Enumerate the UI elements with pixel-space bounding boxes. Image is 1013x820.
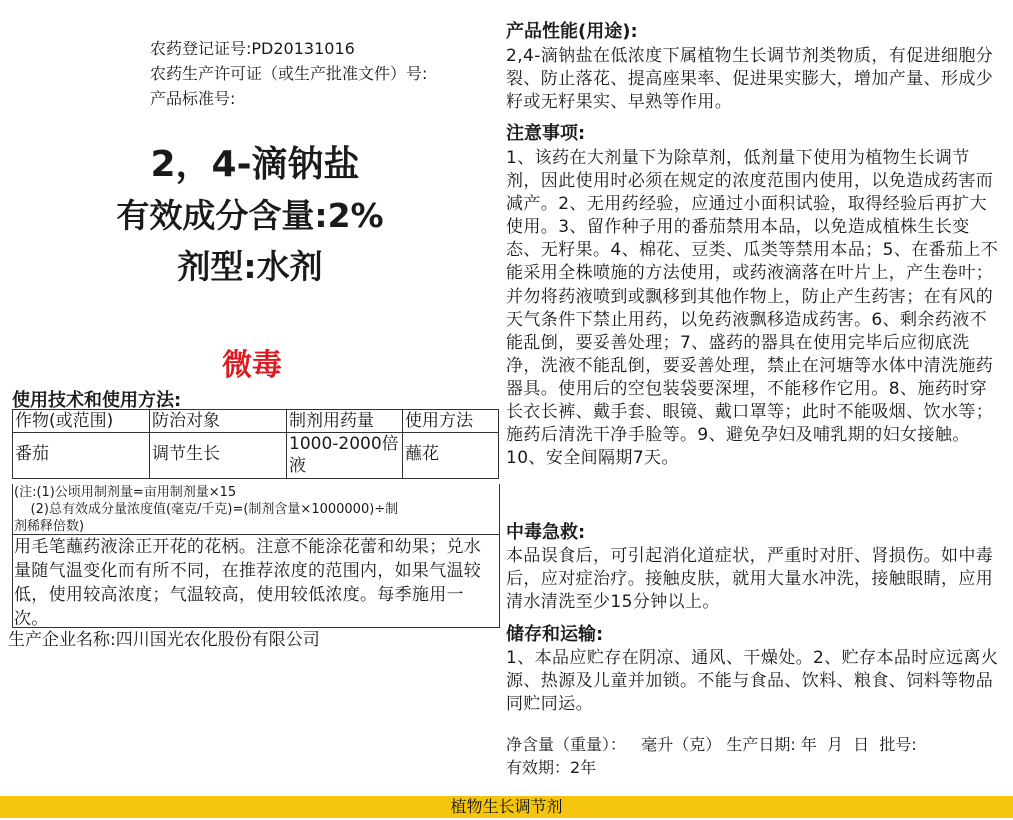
usage-table — [12, 409, 499, 479]
usage-method: 用毛笔蘸药液涂正开花的花柄。注意不能涂花蕾和幼果；兑水量随气温变化而有所不同，在推荐浓度的范围内，如果气温较低，使用较高浓度；气温较高，使用较低浓度。每季施用一次。 — [12, 535, 500, 628]
registration-number: 农药登记证号:PD20131016 — [150, 39, 355, 58]
category-bar: 植物生长调节剂 — [0, 796, 1013, 818]
performance-text: 2,4-滴钠盐在低浓度下属植物生长调节剂类物质，有促进细胞分裂、防止落花、提高座果率、促进果实膨大，增加产量、形成少籽或无籽果实、早熟等作用。 — [506, 46, 994, 113]
performance-title: 产品性能(用途): — [506, 21, 638, 42]
production-license: 农药生产许可证（或生产批准文件）号: — [150, 64, 428, 83]
note-line-2: (2)总有效成分量浓度值(毫克/千克)=(制剂含量×1000000)÷制 — [14, 502, 399, 517]
usage-note — [12, 484, 500, 535]
toxicity-label: 微毒 — [222, 348, 282, 383]
header-target: 防治对象 — [150, 410, 287, 433]
cell-dosage: 1000-2000倍液 — [287, 433, 403, 479]
precautions-title: 注意事项: — [506, 123, 586, 144]
header-crop: 作物(或范围) — [13, 410, 150, 433]
formulation: 剂型:水剂 — [177, 247, 323, 286]
cell-crop: 番茄 — [13, 433, 150, 479]
precautions-text: 1、该药在大剂量下为除草剂，低剂量下使用为植物生长调节剂，因此使用时必须在规定的浓度范围内使用，以免造成药害而减产。2、无用药经验，应通过小面积试验，取得经验后再扩大使用。3、留作种子用的番茄禁用本品，以免造成植株生长变态、无籽果。4、棉花、豆类、瓜类等禁用本品；5、在番茄上不能采用全株喷施的方法使用，或药液滴落在叶片上，产生卷叶；并勿将药液喷到或飘移到其他作物上，防止产生药害；在有风的天气条件下禁止用药，以免药液飘移造成药害。6、剩余药液不能乱倒，要妥善处理；7、盛药的器具在使用完毕后应彻底洗净，洗液不能乱倒，要妥善处理，禁止在河塘等水体中清洗施药器具。使用后的空包装袋要深埋，不能移作它用。8、施药时穿长衣长裤、戴手套、眼镜、戴口罩等；此时不能吸烟、饮水等；施药后清洗干净手脸等。9、避免孕妇及哺乳期的妇女接触。10、安全间隔期7天。 — [506, 148, 999, 469]
product-name: 2，4-滴钠盐 — [150, 144, 360, 185]
note-line-3: 剂稀释倍数) — [14, 519, 85, 534]
validity-line: 有效期：2年 — [506, 758, 597, 777]
product-standard: 产品标准号: — [150, 89, 236, 108]
net-content-line: 净含量（重量）： 毫升（克） 生产日期: 年 月 日 批号: — [506, 735, 917, 754]
note-line-1: (注:(1)公顷用制剂量=亩用制剂量×15 — [14, 485, 237, 500]
poisoning-title: 中毒急救: — [506, 522, 586, 543]
storage-text: 1、本品应贮存在阴凉、通风、干燥处。2、贮存本品时应远离火源、热源及儿童并加锁。不能与食品、饮料、粮食、饲料等物品同贮同运。 — [506, 648, 999, 715]
active-content: 有效成分含量:2% — [116, 196, 384, 235]
storage-title: 储存和运输: — [506, 624, 604, 645]
header-dosage: 制剂用药量 — [287, 410, 403, 433]
cell-method: 蘸花 — [403, 433, 499, 479]
poisoning-text: 本品误食后，可引起消化道症状，严重时对肝、肾损伤。如中毒后，应对症治疗。接触皮肤，就用大量水冲洗，接触眼睛，应用清水清洗至少15分钟以上。 — [506, 546, 994, 613]
cell-target: 调节生长 — [150, 433, 287, 479]
usage-table-header — [13, 410, 499, 433]
usage-title: 使用技术和使用方法: — [12, 390, 182, 411]
manufacturer: 生产企业名称:四川国光农化股份有限公司 — [8, 630, 320, 650]
table-row — [13, 433, 499, 479]
header-method: 使用方法 — [403, 410, 499, 433]
